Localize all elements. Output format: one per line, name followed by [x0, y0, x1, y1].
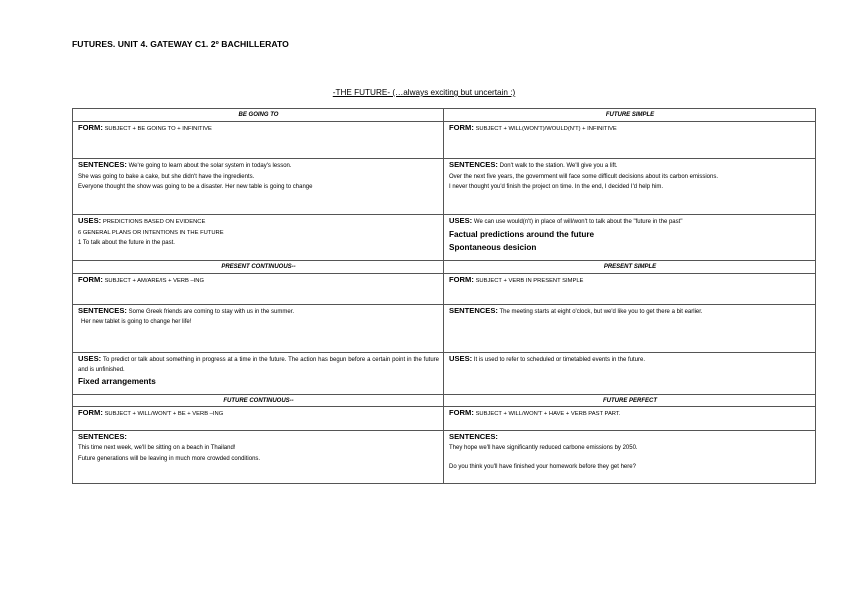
form-text: SUBJECT + WILL/WON'T + BE + VERB –ING — [104, 411, 224, 418]
heading-present-continuous: PRESENT CONTINUOUS-- — [73, 260, 444, 273]
table-row — [73, 260, 816, 273]
present-simple-form-cell — [444, 273, 816, 304]
futures-table — [72, 108, 816, 484]
sentence: I never thought you'd finish the project on time. In the end, I decided I'd help him. — [449, 184, 664, 191]
sentences-label: SENTENCES: — [78, 305, 127, 315]
heading-present-simple: PRESENT SIMPLE — [444, 260, 816, 273]
future-continuous-form-cell — [73, 407, 444, 431]
be-going-to-uses-cell — [73, 214, 444, 260]
table-row — [73, 273, 816, 304]
sentence: We're going to learn about the solar system in today's lesson. — [128, 162, 292, 169]
future-continuous-sentences-cell — [73, 431, 444, 484]
form-label: FORM: — [78, 408, 103, 418]
use-item: We can use would(n't) in place of will/won't to talk about the "future in the past" — [473, 218, 683, 225]
heading-future-continuous: FUTURE CONTINUOUS-- — [73, 394, 444, 407]
sentence: Her new tablet is going to change her life! — [81, 319, 192, 326]
table-row — [73, 431, 816, 484]
table-row — [73, 304, 816, 352]
heading-be-going-to: BE GOING TO — [73, 109, 444, 122]
uses-label: USES: — [449, 215, 473, 225]
form-text: SUBJECT + WILL(WON'T)/WOULD(N'T) + INFINITIVE — [475, 125, 617, 132]
sentences-label: SENTENCES: — [78, 159, 127, 169]
future-perfect-sentences-cell — [444, 431, 816, 484]
table-row — [73, 109, 816, 122]
document-subtitle: -THE FUTURE- (…always exciting but uncertain :) — [332, 88, 516, 97]
heading-future-perfect: FUTURE PERFECT — [444, 394, 816, 407]
use-item: Fixed arrangements — [78, 377, 156, 387]
sentences-label: SENTENCES: — [449, 305, 498, 315]
use-item: Factual predictions around the future — [449, 229, 595, 239]
sentence: Don't walk to the station. We'll give you a lift. — [499, 162, 618, 169]
sentence: Future generations will be leaving in much more crowded conditions. — [78, 455, 261, 462]
sentences-label: SENTENCES: — [78, 432, 127, 442]
use-item: To predict or talk about something in progress at a time in the future. The action has begun before a certain point in the future and is unfinished. — [78, 356, 439, 374]
sentence: Over the next five years, the government will face some difficult decisions about its carbon emissions. — [449, 173, 719, 180]
sentence: The meeting starts at eight o'clock, but we'd like you to get there a bit earlier. — [499, 308, 703, 315]
future-simple-sentences-cell — [444, 158, 816, 214]
form-label: FORM: — [78, 122, 103, 132]
sentences-label: SENTENCES: — [449, 432, 498, 442]
present-continuous-form-cell — [73, 273, 444, 304]
present-simple-sentences-cell — [444, 304, 816, 352]
form-text: SUBJECT + AM/ARE/IS + VERB –ING — [104, 277, 205, 284]
be-going-to-form-cell — [73, 121, 444, 158]
use-item: PREDICTIONS BASED ON EVIDENCE — [102, 218, 206, 225]
use-item: 6 GENERAL PLANS OR INTENTIONS IN THE FUTURE — [78, 229, 224, 236]
table-row — [73, 121, 816, 158]
form-text: SUBJECT + WILL/WON'T + HAVE + VERB PAST PART. — [475, 411, 621, 418]
form-label: FORM: — [449, 408, 474, 418]
form-label: FORM: — [449, 274, 474, 284]
table-row — [73, 352, 816, 394]
form-label: FORM: — [449, 122, 474, 132]
present-continuous-sentences-cell — [73, 304, 444, 352]
sentence: They hope we'll have significantly reduced carbone emissions by 2050. — [449, 445, 638, 452]
table-row — [73, 394, 816, 407]
use-item: Spontaneous desicion — [449, 242, 537, 252]
use-item: It is used to refer to scheduled or timetabled events in the future. — [473, 356, 645, 363]
sentence: Everyone thought the show was going to be a disaster. Her new table is going to change — [78, 184, 313, 191]
present-simple-uses-cell — [444, 352, 816, 394]
document-title: FUTURES. UNIT 4. GATEWAY C1. 2º BACHILLERATO — [72, 39, 289, 49]
form-label: FORM: — [78, 274, 103, 284]
future-simple-form-cell — [444, 121, 816, 158]
heading-future-simple: FUTURE SIMPLE — [444, 109, 816, 122]
form-text: SUBJECT + BE GOING TO + INFINITIVE — [104, 125, 212, 132]
uses-label: USES: — [78, 353, 102, 363]
form-text: SUBJECT + VERB IN PRESENT SIMPLE — [475, 277, 584, 284]
table-row — [73, 214, 816, 260]
future-simple-uses-cell — [444, 214, 816, 260]
table-row — [73, 158, 816, 214]
sentence: Do you think you'll have finished your homework before they get here? — [449, 463, 636, 470]
use-item: 1 To talk about the future in the past. — [78, 240, 175, 247]
table-row — [73, 407, 816, 431]
be-going-to-sentences-cell — [73, 158, 444, 214]
future-perfect-form-cell — [444, 407, 816, 431]
present-continuous-uses-cell — [73, 352, 444, 394]
sentence: She was going to bake a cake, but she didn't have the ingredients. — [78, 173, 255, 180]
uses-label: USES: — [449, 353, 473, 363]
uses-label: USES: — [78, 215, 102, 225]
sentence: Some Greek friends are coming to stay with us in the summer. — [128, 308, 295, 315]
sentence: This time next week, we'll be sitting on a beach in Thailand! — [78, 445, 236, 452]
sentences-label: SENTENCES: — [449, 159, 498, 169]
